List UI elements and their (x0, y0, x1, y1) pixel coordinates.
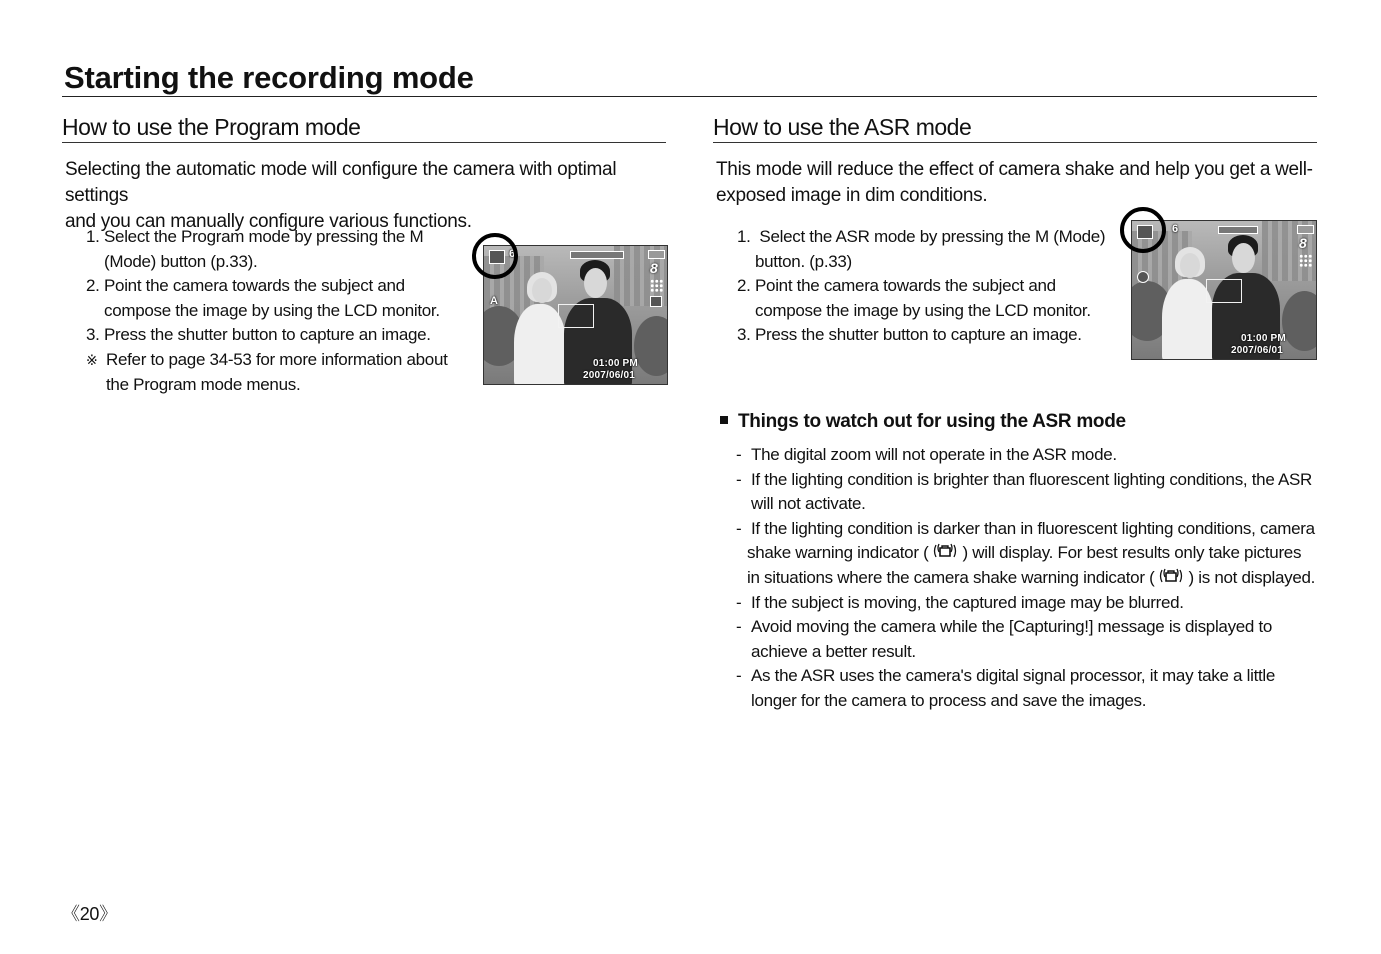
asr-step-3: 3. Press the shutter button to capture an image. (737, 325, 1082, 345)
battery-icon (648, 250, 665, 259)
watch-out-list (736, 443, 1321, 714)
program-note: ※ Refer to page 34-53 for more information about the Program mode menus. (86, 349, 448, 394)
program-intro-line1: Selecting the automatic mode will configure the camera with optimal settings (65, 159, 617, 206)
program-heading-divider (62, 142, 666, 143)
page-title: Starting the recording mode (64, 60, 474, 95)
program-steps (86, 225, 466, 397)
program-step-2: 2. Point the camera towards the subject and compose the image by using the LCD monitor. (86, 276, 440, 320)
program-mode-highlight-circle (472, 233, 518, 279)
battery-icon (1297, 225, 1314, 234)
page-number: 《20》 (62, 904, 117, 924)
asr-heading-divider (713, 142, 1317, 143)
program-date: 2007/06/01 (583, 370, 636, 381)
metering-icon (650, 296, 662, 307)
shake-warning-icon (1137, 271, 1149, 283)
asr-steps (737, 225, 1122, 348)
program-mode-heading: How to use the Program mode (62, 114, 361, 140)
watch-item-4: - If the subject is moving, the captured image may be blurred. (736, 592, 1184, 612)
quality-icon (1299, 254, 1312, 267)
quality-icon (650, 279, 663, 292)
camera-shake-warning-icon (932, 541, 958, 561)
reference-mark-icon: ※ (86, 351, 98, 368)
asr-mode-highlight-circle (1120, 207, 1166, 253)
program-step-1: 1. Select the Program mode by pressing the M (Mode) button (p.33). (86, 227, 424, 271)
asr-time: 01:00 PM (1241, 333, 1286, 344)
watch-out-heading: Things to watch out for using the ASR mode (720, 410, 1126, 434)
program-intro-line2: and you can manually configure various functions. (65, 211, 472, 232)
watch-item-5: - Avoid moving the camera while the [Capturing!] message is displayed to achieve a better result. (736, 617, 1273, 661)
asr-intro (716, 157, 1316, 209)
program-step-3: 3. Press the shutter button to capture an image. (86, 325, 431, 345)
asr-shots-remaining: 6 (1172, 223, 1179, 235)
asr-zoom-bar (1218, 226, 1258, 234)
asr-step-1: 1. Select the ASR mode by pressing the M (Mode) button. (p.33) (737, 227, 1106, 271)
flash-auto-icon: A (490, 295, 499, 307)
asr-mode-heading: How to use the ASR mode (713, 114, 972, 140)
program-zoom-bar (570, 251, 624, 259)
title-divider (62, 96, 1317, 97)
watch-item-3: - If the lighting condition is darker than in fluorescent lighting conditions, camera shake warning indicator ( ) will display. For best results only take pictures in situations where the camera shake warning indicator ( ) is not displayed. (736, 518, 1316, 587)
asr-intro-line1: This mode will reduce the effect of camera shake and help you get a well- (716, 159, 1313, 180)
program-megapixel-icon: 8 (650, 260, 658, 276)
asr-step-2: 2. Point the camera towards the subject and compose the image by using the LCD monitor. (737, 276, 1091, 320)
watch-item-6: - As the ASR uses the camera's digital signal processor, it may take a little longer for the camera to process and save the images. (736, 666, 1276, 710)
watch-item-2: - If the lighting condition is brighter than fluorescent lighting conditions, the ASR will not activate. (736, 469, 1313, 514)
asr-date: 2007/06/01 (1231, 345, 1284, 356)
program-time: 01:00 PM (593, 358, 638, 369)
square-bullet-icon (720, 416, 728, 424)
program-shots-remaining: 6 (509, 248, 516, 260)
asr-megapixel-icon: 8 (1299, 235, 1307, 251)
camera-shake-warning-icon (1158, 566, 1184, 586)
program-intro (65, 157, 665, 235)
asr-intro-line2: exposed image in dim conditions. (716, 185, 988, 206)
watch-item-1: - The digital zoom will not operate in the ASR mode. (736, 445, 1117, 464)
